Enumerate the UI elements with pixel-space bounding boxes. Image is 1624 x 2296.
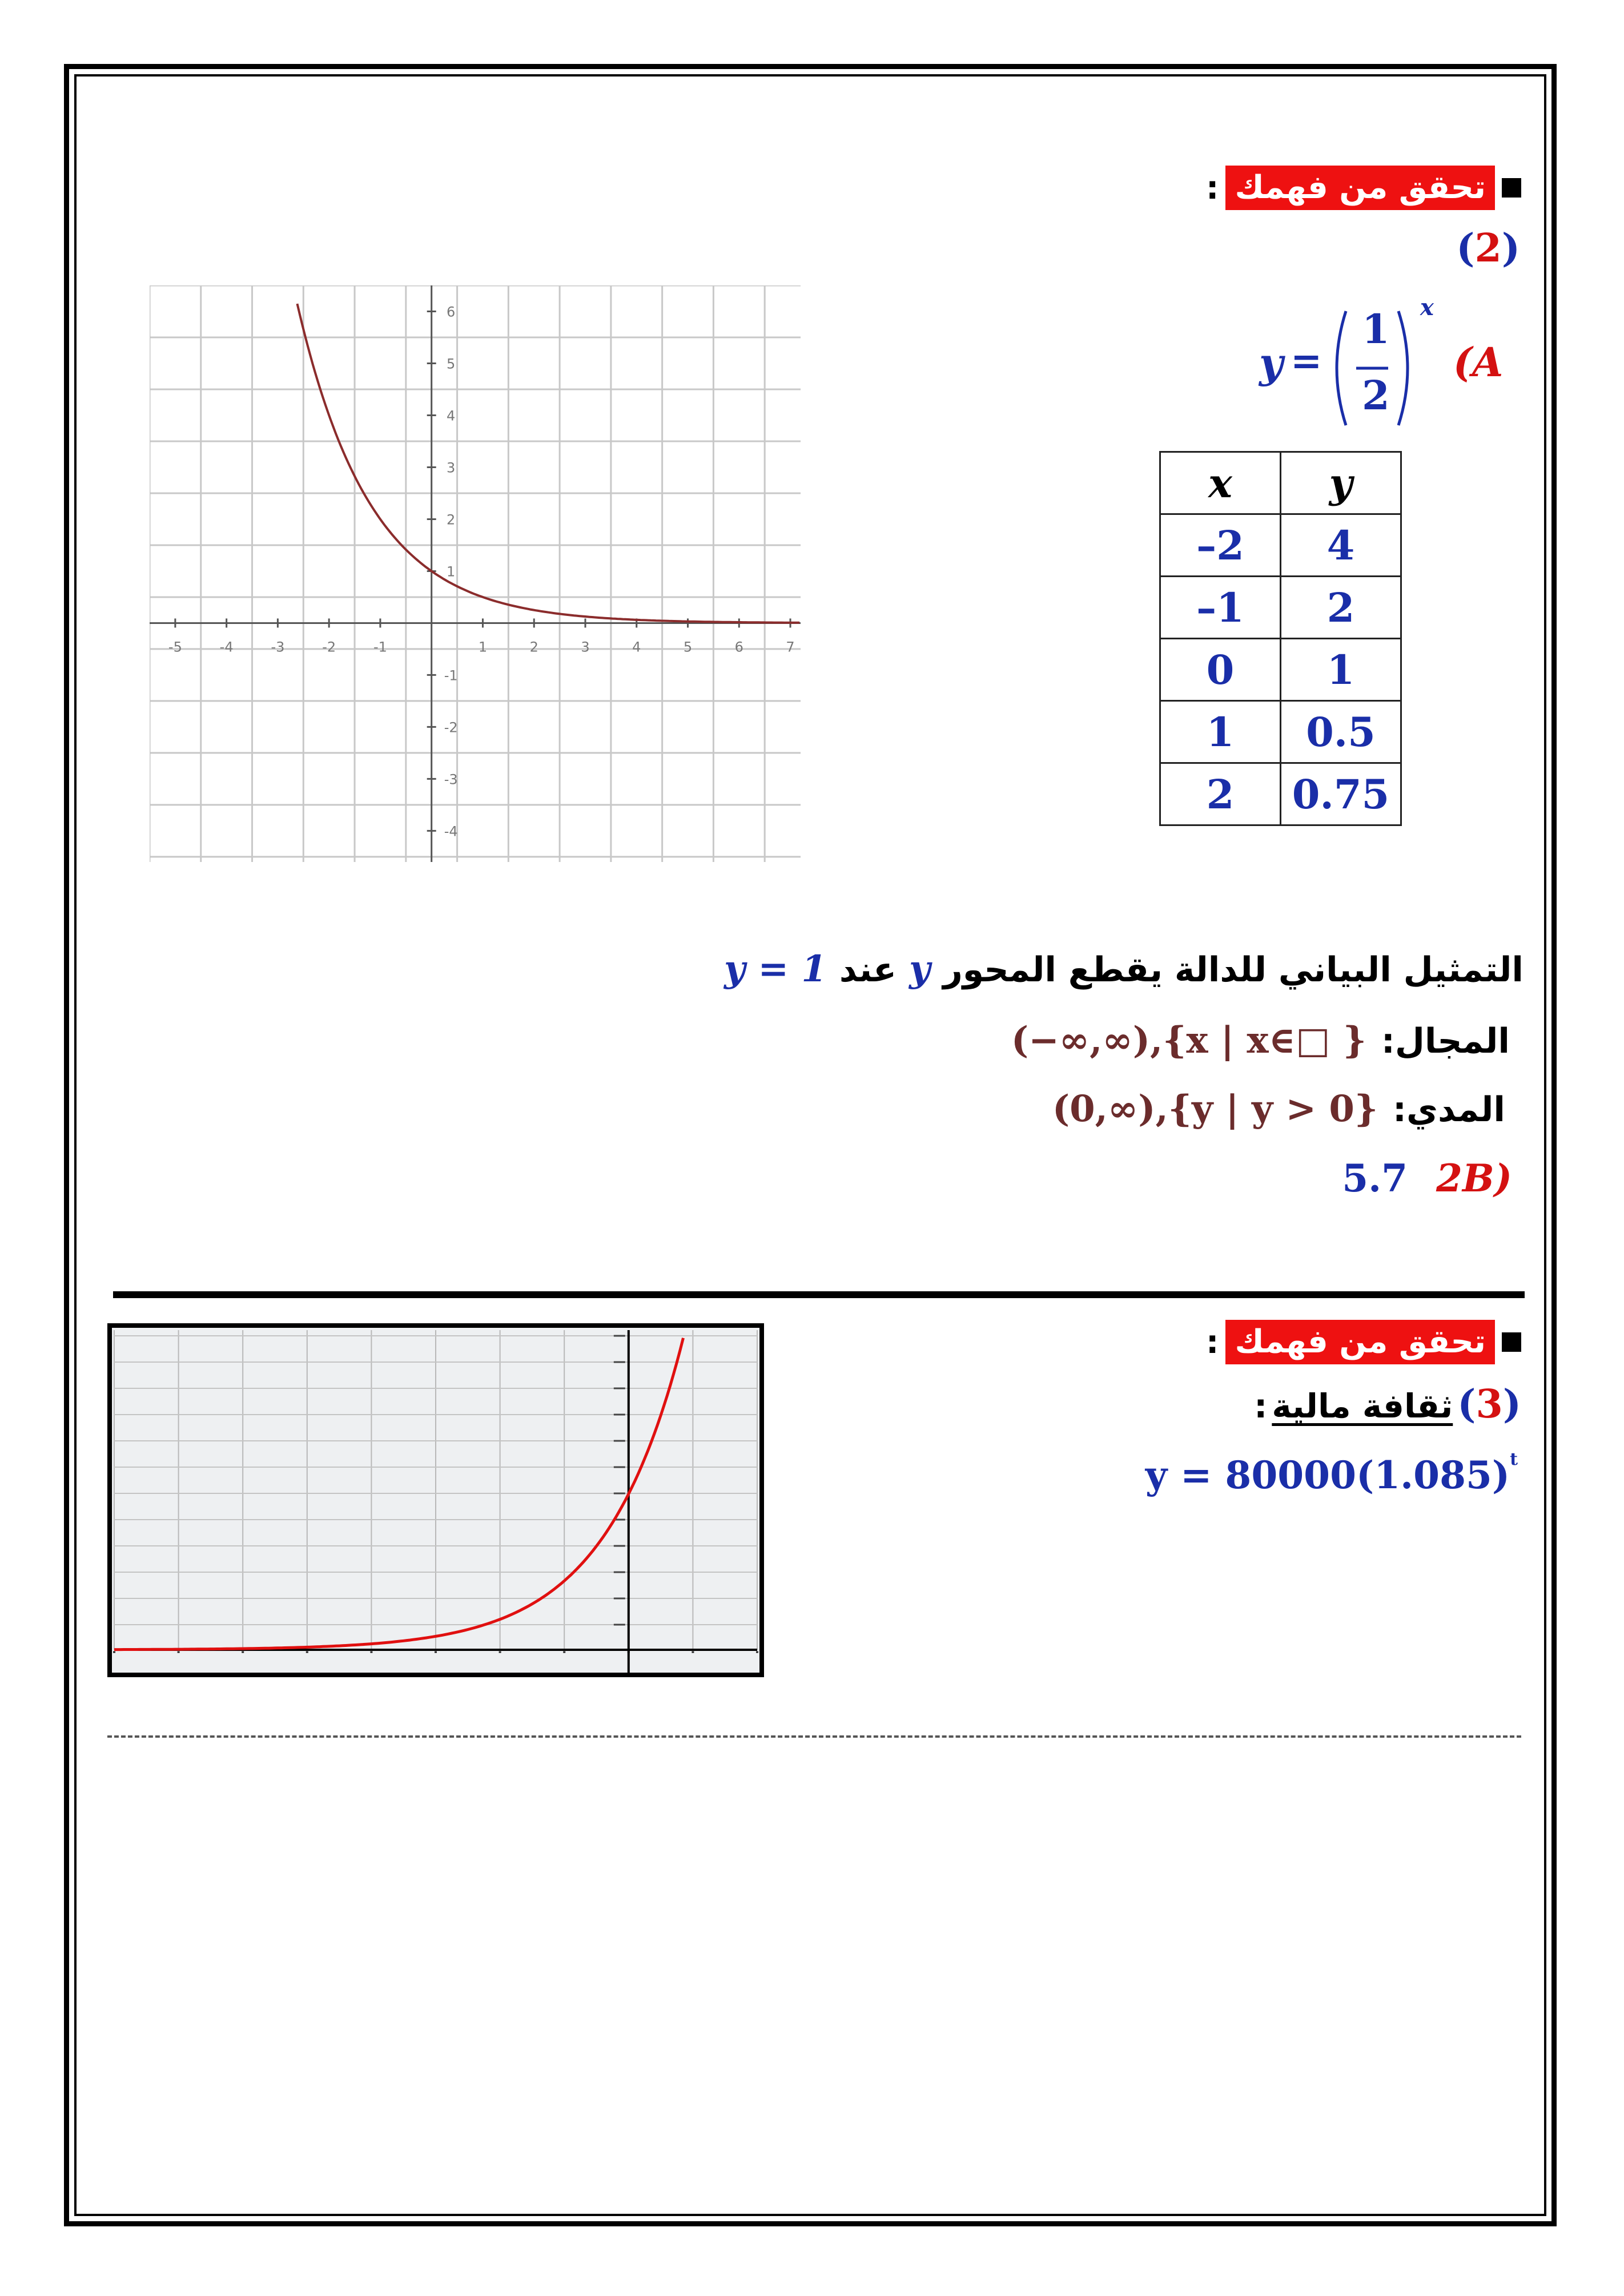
x-tick-label: -3 xyxy=(271,639,285,655)
table-row xyxy=(1160,701,1401,763)
dash-dot-divider xyxy=(107,1735,1521,1738)
values-table xyxy=(1159,451,1402,826)
fraction-numerator: 1 xyxy=(1362,305,1390,353)
table-cell: 1 xyxy=(1281,639,1401,701)
formula-exponent: x xyxy=(1420,294,1434,321)
table-header-x: x xyxy=(1160,452,1281,514)
section-divider xyxy=(113,1291,1525,1298)
intercept-value: y = 1 xyxy=(723,948,827,990)
exercise-number: 2 xyxy=(1474,225,1502,271)
formula-y: y xyxy=(1259,339,1283,387)
check-understanding-heading-1 xyxy=(1206,166,1521,210)
x-tick-label: 1 xyxy=(478,639,488,655)
y-tick-label: -2 xyxy=(444,719,458,736)
heading-colon: : xyxy=(1206,1323,1219,1361)
fraction-denominator: 2 xyxy=(1362,372,1390,419)
x-tick-label: -2 xyxy=(322,639,336,655)
exercise-number: 3 xyxy=(1476,1381,1503,1427)
function-curve xyxy=(298,304,800,623)
part-b-line xyxy=(1342,1156,1512,1201)
x-tick-label: -4 xyxy=(219,639,234,655)
y-tick-label: 5 xyxy=(447,356,456,372)
intercept-at-text: عند xyxy=(839,950,897,990)
y-tick-label: 4 xyxy=(447,408,456,424)
part-a-formula xyxy=(1259,294,1510,425)
x-tick-label: -1 xyxy=(373,639,387,655)
table-row xyxy=(1160,763,1401,825)
financial-literacy-title: ثقافة مالية xyxy=(1272,1387,1453,1425)
table-cell: 0.5 xyxy=(1281,701,1401,763)
table-cell: –1 xyxy=(1160,577,1281,639)
title-colon: : xyxy=(1254,1387,1268,1425)
domain-value: (−∞,∞),{x | x∈□ } xyxy=(1011,1019,1366,1062)
y-tick-label: -4 xyxy=(444,823,458,840)
part-b-value: 5.7 xyxy=(1342,1156,1408,1201)
formula-equals: = xyxy=(1291,339,1322,383)
y-tick-label: -1 xyxy=(444,667,458,684)
square-bullet-icon xyxy=(1502,178,1521,198)
table-row xyxy=(1160,639,1401,701)
intercept-statement xyxy=(724,948,1523,990)
table-header-row xyxy=(1160,452,1401,514)
x-tick-label: 4 xyxy=(632,639,641,655)
table-cell: 2 xyxy=(1281,577,1401,639)
y-tick-label: 3 xyxy=(447,460,456,476)
domain-label: المجال: xyxy=(1381,1021,1510,1061)
x-tick-label: 6 xyxy=(734,639,743,655)
table-cell: 0 xyxy=(1160,639,1281,701)
x-tick-label: 2 xyxy=(529,639,538,655)
exercise-3-title: (3) ثقافة مالية : xyxy=(1254,1381,1521,1427)
formula-exponent: t xyxy=(1510,1449,1518,1469)
check-understanding-heading-2 xyxy=(1206,1320,1521,1364)
x-tick-label: 7 xyxy=(786,639,795,655)
heading-text: تحقق من فهمك xyxy=(1225,1320,1495,1364)
exponential-growth-graph xyxy=(107,1323,764,1677)
intercept-text: التمثيل البياني للدالة يقطع المحور xyxy=(943,950,1523,990)
part-b-label: (2B xyxy=(1436,1156,1512,1201)
y-tick-label: 1 xyxy=(447,563,456,580)
table-header-y: y xyxy=(1281,452,1401,514)
table-row xyxy=(1160,577,1401,639)
growth-formula xyxy=(1145,1449,1518,1497)
table-cell: 0.75 xyxy=(1281,763,1401,825)
table-cell: 4 xyxy=(1281,514,1401,577)
table-cell: 1 xyxy=(1160,701,1281,763)
square-bullet-icon xyxy=(1502,1332,1521,1352)
range-label: المدي: xyxy=(1393,1090,1505,1130)
intercept-axis-var: y xyxy=(909,948,931,990)
exponential-decay-graph xyxy=(150,285,801,862)
formula-text: y = 80000(1.085) xyxy=(1145,1453,1510,1497)
x-tick-label: 3 xyxy=(581,639,590,655)
range-line xyxy=(1052,1087,1505,1130)
exercise-number-2: (2) xyxy=(1456,225,1520,271)
part-a-label: (A xyxy=(1453,339,1504,386)
x-tick-label: -5 xyxy=(168,639,182,655)
x-tick-label: 5 xyxy=(683,639,693,655)
table-row xyxy=(1160,514,1401,577)
heading-colon: : xyxy=(1206,169,1219,207)
domain-line xyxy=(1011,1019,1510,1062)
y-tick-label: -3 xyxy=(444,771,458,788)
heading-text: تحقق من فهمك xyxy=(1225,166,1495,210)
table-cell: 2 xyxy=(1160,763,1281,825)
table-cell: –2 xyxy=(1160,514,1281,577)
range-value: (0,∞),{y | y > 0} xyxy=(1052,1087,1378,1130)
y-tick-label: 6 xyxy=(447,304,456,320)
y-tick-label: 2 xyxy=(447,511,456,528)
